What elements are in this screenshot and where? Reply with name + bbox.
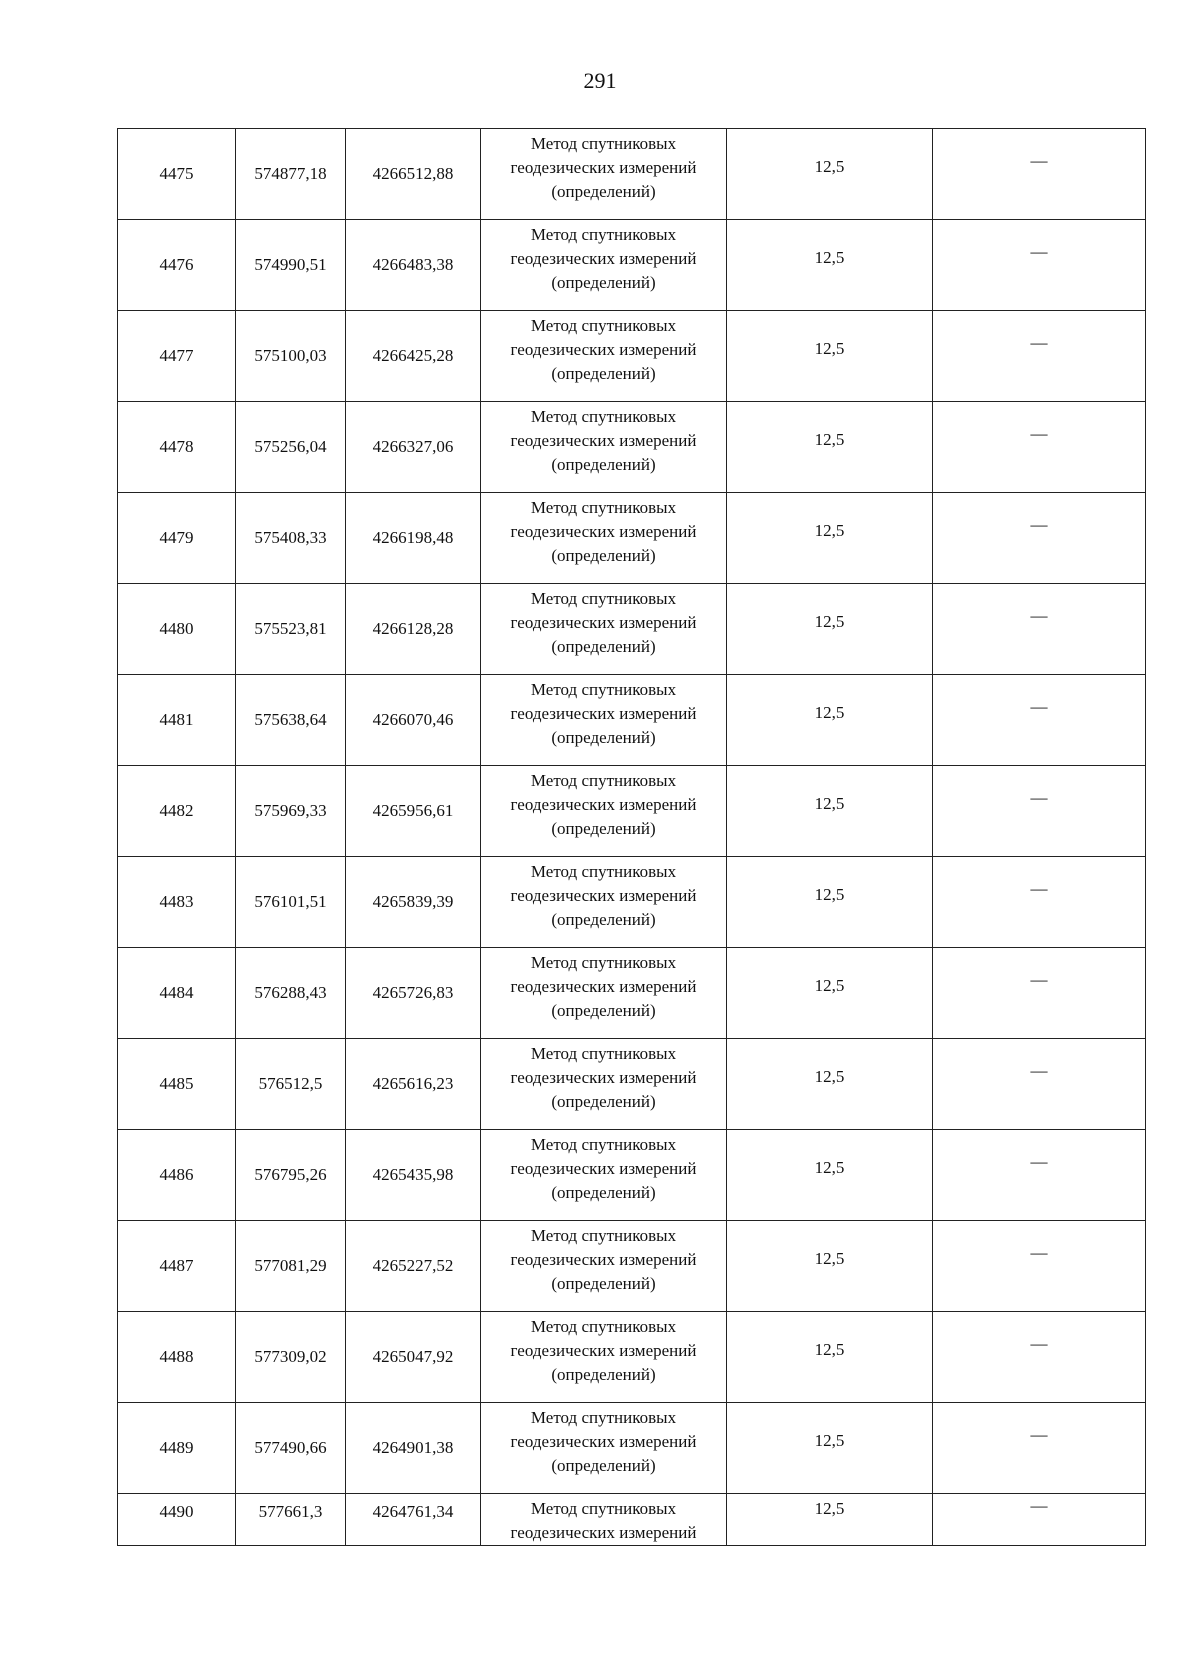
method-line: (определений) — [551, 1456, 656, 1475]
precision-cell: 12,5 — [727, 1312, 933, 1403]
point-number-cell: 4475 — [118, 129, 236, 220]
coordinate-y-cell: 4266128,28 — [346, 584, 481, 675]
coordinate-x-cell: 575256,04 — [236, 402, 346, 493]
page-number: 291 — [583, 68, 617, 93]
precision-cell: 12,5 — [727, 220, 933, 311]
method-line: геодезических измерений — [510, 340, 697, 359]
method-line: геодезических измерений — [510, 886, 697, 905]
note-dash: — — [1030, 151, 1048, 170]
method-cell — [481, 311, 727, 402]
method-cell — [481, 675, 727, 766]
method-line: Метод спутниковых — [530, 1408, 677, 1427]
coordinate-x-cell: 577490,66 — [236, 1403, 346, 1494]
method-line: (определений) — [551, 182, 656, 201]
method-line: (определений) — [551, 1183, 656, 1202]
coordinate-y-cell: 4265956,61 — [346, 766, 481, 857]
coordinate-x-cell: 577661,3 — [236, 1494, 346, 1546]
method-line: (определений) — [551, 455, 656, 474]
method-line: (определений) — [551, 728, 656, 747]
method-line: Метод спутниковых — [530, 134, 677, 153]
coordinate-x-cell: 574877,18 — [236, 129, 346, 220]
method-line: Метод спутниковых — [530, 862, 677, 881]
method-line: геодезических измерений — [510, 1432, 697, 1451]
table-row — [118, 1130, 1146, 1221]
table-row — [118, 1494, 1146, 1546]
coordinates-table — [117, 128, 1146, 1546]
method-line: геодезических измерений — [510, 977, 697, 996]
note-cell — [933, 1494, 1146, 1546]
precision-cell: 12,5 — [727, 402, 933, 493]
method-line: (определений) — [551, 273, 656, 292]
point-number-cell: 4490 — [118, 1494, 236, 1546]
point-number-cell: 4481 — [118, 675, 236, 766]
method-line: геодезических измерений — [510, 522, 697, 541]
precision-cell: 12,5 — [727, 948, 933, 1039]
point-number-cell: 4477 — [118, 311, 236, 402]
coordinate-y-cell: 4265227,52 — [346, 1221, 481, 1312]
coordinate-y-cell: 4265435,98 — [346, 1130, 481, 1221]
note-cell — [933, 1130, 1146, 1221]
point-number-cell: 4483 — [118, 857, 236, 948]
note-cell — [933, 402, 1146, 493]
method-cell — [481, 493, 727, 584]
method-line: (определений) — [551, 1092, 656, 1111]
table-row — [118, 948, 1146, 1039]
method-line: Метод спутниковых — [530, 771, 677, 790]
note-dash: — — [1030, 879, 1048, 898]
coordinate-x-cell: 577309,02 — [236, 1312, 346, 1403]
method-line: Метод спутниковых — [530, 589, 677, 608]
method-line: (определений) — [551, 1365, 656, 1384]
method-line: геодезических измерений — [510, 1159, 697, 1178]
table-row — [118, 129, 1146, 220]
note-cell — [933, 220, 1146, 311]
note-dash: — — [1030, 333, 1048, 352]
method-cell — [481, 948, 727, 1039]
table-row — [118, 402, 1146, 493]
note-dash: — — [1030, 1152, 1048, 1171]
precision-cell: 12,5 — [727, 1221, 933, 1312]
coordinate-x-cell: 575638,64 — [236, 675, 346, 766]
note-dash: — — [1030, 515, 1048, 534]
note-cell — [933, 129, 1146, 220]
table-row — [118, 1039, 1146, 1130]
table-row — [118, 1403, 1146, 1494]
method-line: Метод спутниковых — [530, 498, 677, 517]
table-row — [118, 675, 1146, 766]
note-cell — [933, 584, 1146, 675]
method-line: Метод спутниковых — [530, 316, 677, 335]
note-cell — [933, 675, 1146, 766]
table-row — [118, 311, 1146, 402]
method-line: (определений) — [551, 910, 656, 929]
method-line: Метод спутниковых — [530, 407, 677, 426]
method-line: Метод спутниковых — [530, 1499, 677, 1518]
coordinate-y-cell: 4265839,39 — [346, 857, 481, 948]
method-cell — [481, 402, 727, 493]
method-cell — [481, 584, 727, 675]
coordinate-x-cell: 576795,26 — [236, 1130, 346, 1221]
method-cell — [481, 1221, 727, 1312]
point-number-cell: 4486 — [118, 1130, 236, 1221]
precision-cell: 12,5 — [727, 1494, 933, 1546]
coordinate-y-cell: 4266425,28 — [346, 311, 481, 402]
coordinate-y-cell: 4266327,06 — [346, 402, 481, 493]
note-dash: — — [1030, 1425, 1048, 1444]
method-cell — [481, 1494, 727, 1546]
table-body — [118, 129, 1146, 1546]
method-line: геодезических измерений — [510, 704, 697, 723]
precision-cell: 12,5 — [727, 584, 933, 675]
precision-cell: 12,5 — [727, 493, 933, 584]
note-dash: — — [1030, 970, 1048, 989]
table-row — [118, 766, 1146, 857]
note-dash: — — [1030, 424, 1048, 443]
precision-cell: 12,5 — [727, 1039, 933, 1130]
table-row — [118, 1312, 1146, 1403]
point-number-cell: 4484 — [118, 948, 236, 1039]
coordinate-y-cell: 4265047,92 — [346, 1312, 481, 1403]
note-cell — [933, 948, 1146, 1039]
table-row — [118, 857, 1146, 948]
method-line: геодезических измерений — [510, 1523, 697, 1542]
coordinate-y-cell: 4266483,38 — [346, 220, 481, 311]
point-number-cell: 4478 — [118, 402, 236, 493]
method-line: геодезических измерений — [510, 431, 697, 450]
table-row — [118, 584, 1146, 675]
note-cell — [933, 311, 1146, 402]
point-number-cell: 4479 — [118, 493, 236, 584]
precision-cell: 12,5 — [727, 766, 933, 857]
method-cell — [481, 1130, 727, 1221]
note-dash: — — [1030, 242, 1048, 261]
coordinate-y-cell: 4265616,23 — [346, 1039, 481, 1130]
table-row — [118, 220, 1146, 311]
method-line: (определений) — [551, 819, 656, 838]
coordinate-y-cell: 4264761,34 — [346, 1494, 481, 1546]
note-dash: — — [1030, 1496, 1048, 1515]
method-cell — [481, 1403, 727, 1494]
method-line: геодезических измерений — [510, 1341, 697, 1360]
table-row — [118, 493, 1146, 584]
coordinate-x-cell: 575100,03 — [236, 311, 346, 402]
note-dash: — — [1030, 1334, 1048, 1353]
method-cell — [481, 1312, 727, 1403]
method-cell — [481, 766, 727, 857]
coordinate-x-cell: 577081,29 — [236, 1221, 346, 1312]
coordinate-x-cell: 576288,43 — [236, 948, 346, 1039]
note-dash: — — [1030, 1061, 1048, 1080]
method-line: Метод спутниковых — [530, 953, 677, 972]
note-cell — [933, 1403, 1146, 1494]
note-dash: — — [1030, 788, 1048, 807]
method-line: Метод спутниковых — [530, 680, 677, 699]
method-line: геодезических измерений — [510, 249, 697, 268]
method-line: геодезических измерений — [510, 795, 697, 814]
coordinate-x-cell: 575969,33 — [236, 766, 346, 857]
coordinate-y-cell: 4266512,88 — [346, 129, 481, 220]
point-number-cell: 4480 — [118, 584, 236, 675]
table-row — [118, 1221, 1146, 1312]
method-line: (определений) — [551, 1001, 656, 1020]
note-cell — [933, 1312, 1146, 1403]
note-cell — [933, 857, 1146, 948]
precision-cell: 12,5 — [727, 1403, 933, 1494]
method-line: геодезических измерений — [510, 613, 697, 632]
method-line: геодезических измерений — [510, 1068, 697, 1087]
coordinate-x-cell: 575408,33 — [236, 493, 346, 584]
method-cell — [481, 220, 727, 311]
method-line: (определений) — [551, 364, 656, 383]
coordinate-x-cell: 576512,5 — [236, 1039, 346, 1130]
coordinate-y-cell: 4266070,46 — [346, 675, 481, 766]
method-line: Метод спутниковых — [530, 1226, 677, 1245]
method-line: геодезических измерений — [510, 158, 697, 177]
coordinate-y-cell: 4266198,48 — [346, 493, 481, 584]
method-line: (определений) — [551, 546, 656, 565]
method-cell — [481, 857, 727, 948]
point-number-cell: 4482 — [118, 766, 236, 857]
method-line: Метод спутниковых — [530, 1135, 677, 1154]
note-dash: — — [1030, 606, 1048, 625]
coordinate-x-cell: 575523,81 — [236, 584, 346, 675]
note-cell — [933, 1039, 1146, 1130]
method-cell — [481, 1039, 727, 1130]
note-cell — [933, 766, 1146, 857]
coordinate-x-cell: 576101,51 — [236, 857, 346, 948]
precision-cell: 12,5 — [727, 857, 933, 948]
method-cell — [481, 129, 727, 220]
note-cell — [933, 493, 1146, 584]
precision-cell: 12,5 — [727, 129, 933, 220]
coordinate-x-cell: 574990,51 — [236, 220, 346, 311]
coordinate-y-cell: 4264901,38 — [346, 1403, 481, 1494]
point-number-cell: 4489 — [118, 1403, 236, 1494]
note-dash: — — [1030, 697, 1048, 716]
method-line: Метод спутниковых — [530, 1044, 677, 1063]
method-line: Метод спутниковых — [530, 225, 677, 244]
precision-cell: 12,5 — [727, 311, 933, 402]
method-line: геодезических измерений — [510, 1250, 697, 1269]
point-number-cell: 4485 — [118, 1039, 236, 1130]
precision-cell: 12,5 — [727, 1130, 933, 1221]
point-number-cell: 4487 — [118, 1221, 236, 1312]
method-line: (определений) — [551, 637, 656, 656]
method-line: Метод спутниковых — [530, 1317, 677, 1336]
method-line: (определений) — [551, 1274, 656, 1293]
point-number-cell: 4476 — [118, 220, 236, 311]
precision-cell: 12,5 — [727, 675, 933, 766]
note-dash: — — [1030, 1243, 1048, 1262]
coordinate-y-cell: 4265726,83 — [346, 948, 481, 1039]
point-number-cell: 4488 — [118, 1312, 236, 1403]
note-cell — [933, 1221, 1146, 1312]
